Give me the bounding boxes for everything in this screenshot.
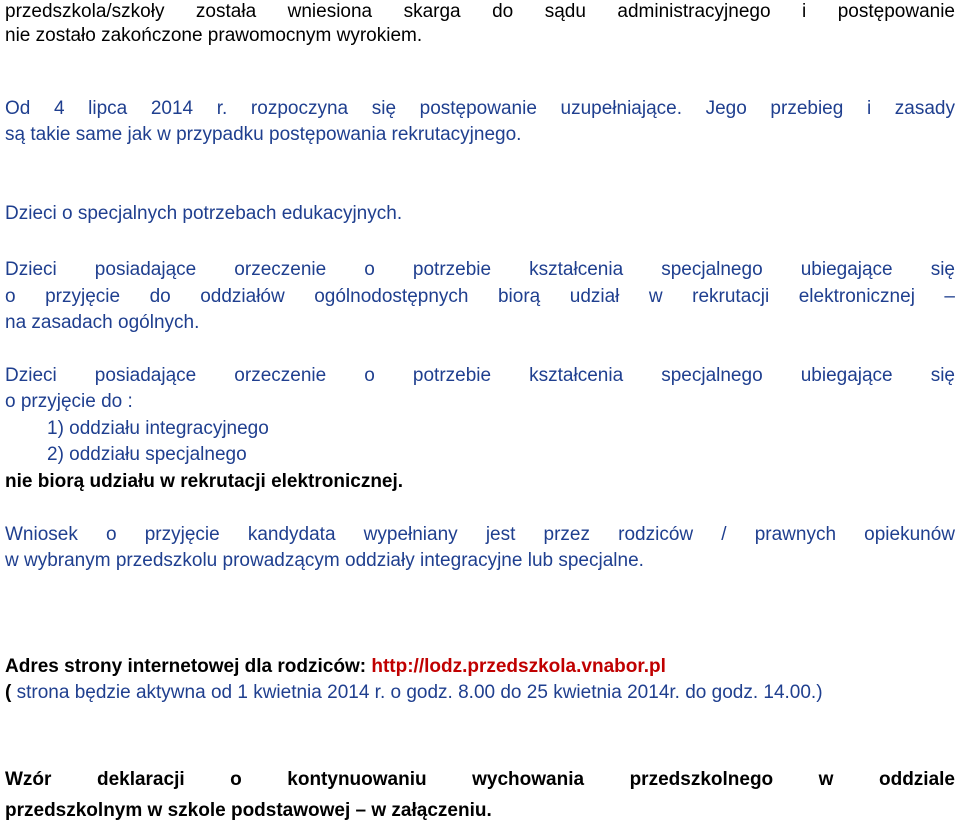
paragraph-line: są takie same jak w przypadku postępowania rekrutacyjnego.: [5, 124, 522, 145]
section-heading: Dzieci o specjalnych potrzebach edukacyjnych.: [5, 203, 403, 224]
paragraph-line: w wybranym przedszkolu prowadzącym oddziały integracyjne lub specjalne.: [5, 550, 644, 571]
paragraph-line: Dzieci posiadające orzeczenie o potrzebie kształcenia specjalnego ubiegające się: [5, 365, 955, 386]
paragraph-line: o przyjęcie do oddziałów ogólnodostępnych biorą udział w rekrutacji elektronicznej –: [5, 286, 955, 307]
paragraph-line: przedszkola/szkoły została wniesiona skarga do sądu administracyjnego i postępowanie: [5, 1, 955, 22]
list-item: 2) oddziału specjalnego: [47, 444, 247, 465]
paragraph-line: Dzieci posiadające orzeczenie o potrzebie kształcenia specjalnego ubiegające się: [5, 259, 955, 280]
address-note-line: [5, 681, 823, 705]
address-line: [5, 655, 666, 679]
list-item: 1) oddziału integracyjnego: [47, 418, 269, 439]
paragraph-line: na zasadach ogólnych.: [5, 312, 200, 333]
footer-line: Wzór deklaracji o kontynuowaniu wychowania przedszkolnego w oddziale: [5, 769, 955, 790]
address-note: strona będzie aktywna od 1 kwietnia 2014 r. o godz. 8.00 do 25 kwietnia 2014r. do godz. 14.00.): [16, 682, 823, 703]
footer-line: przedszkolnym w szkole podstawowej – w załączeniu.: [5, 800, 492, 821]
bold-statement: nie biorą udziału w rekrutacji elektronicznej.: [5, 471, 404, 492]
paragraph-line: Wniosek o przyjęcie kandydata wypełniany jest przez rodziców / prawnych opiekunów: [5, 524, 955, 545]
paragraph-line: o przyjęcie do :: [5, 391, 133, 412]
address-label: Adres strony internetowej dla rodziców:: [5, 656, 372, 677]
address-link[interactable]: http://lodz.przedszkola.vnabor.pl: [371, 656, 666, 677]
paren-open: (: [5, 682, 17, 703]
paragraph-line: nie zostało zakończone prawomocnym wyrokiem.: [5, 25, 423, 46]
paragraph-line: Od 4 lipca 2014 r. rozpoczyna się postępowanie uzupełniające. Jego przebieg i zasady: [5, 98, 955, 119]
